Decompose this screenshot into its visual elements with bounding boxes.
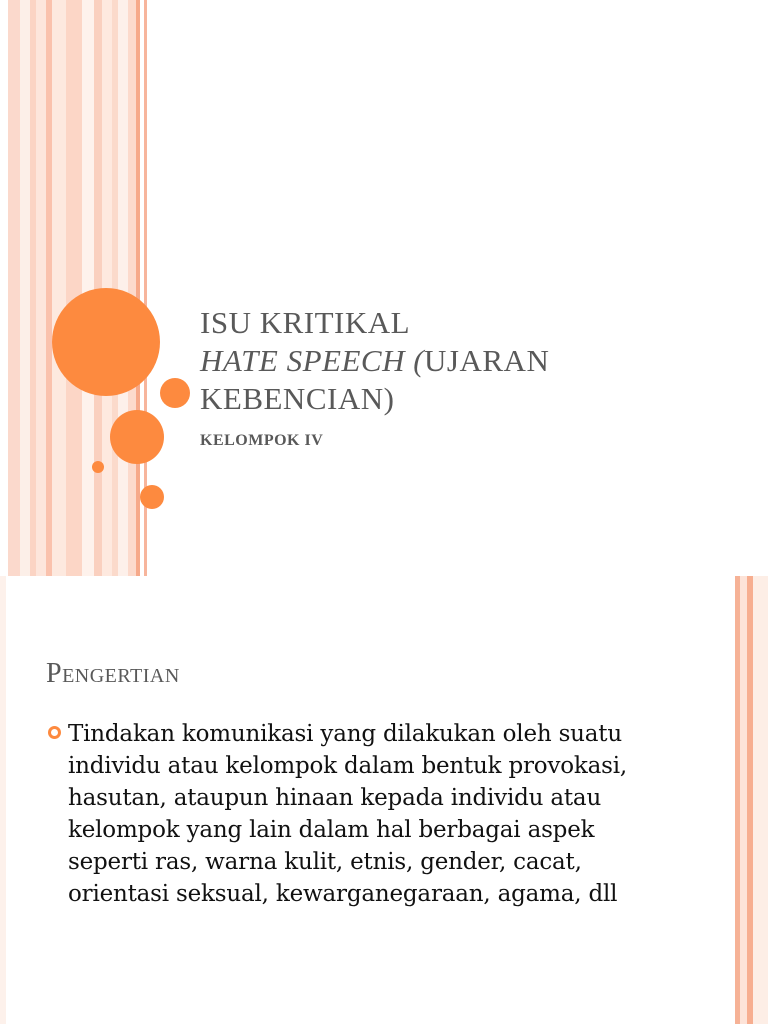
decorative-stripe bbox=[118, 0, 128, 576]
bullet-circle-icon bbox=[48, 726, 61, 739]
bullet-line: individu atau kelompok dalam bentuk provokasi, bbox=[68, 753, 628, 779]
decorative-circle-small bbox=[140, 485, 164, 509]
decorative-circle-large bbox=[52, 288, 160, 396]
bullet-text bbox=[68, 718, 686, 910]
decorative-stripe bbox=[8, 0, 20, 576]
title-line-1: ISU KRITIKAL bbox=[200, 305, 411, 340]
title-block bbox=[200, 304, 740, 450]
decorative-stripe bbox=[82, 0, 94, 576]
decorative-circle-small bbox=[160, 378, 190, 408]
decorative-stripe bbox=[740, 576, 747, 1024]
bullet-line: hasutan, ataupun hinaan kepada individu atau bbox=[68, 785, 602, 811]
decorative-stripe bbox=[20, 0, 30, 576]
decorative-circle-tiny bbox=[92, 461, 104, 473]
title-line-3: KEBENCIAN) bbox=[200, 381, 395, 416]
decorative-stripe bbox=[52, 0, 66, 576]
decorative-stripe bbox=[0, 576, 6, 1024]
decorative-stripe bbox=[128, 0, 136, 576]
bullet-item bbox=[46, 718, 686, 910]
bullet-line: seperti ras, warna kulit, etnis, gender, cacat, bbox=[68, 849, 582, 875]
title-normal-part: UJARAN bbox=[424, 343, 550, 378]
slide-heading: Pengertian bbox=[46, 658, 180, 689]
slide-title bbox=[200, 304, 740, 418]
bullet-line: kelompok yang lain dalam hal berbagai aspek bbox=[68, 817, 595, 843]
decorative-stripe bbox=[36, 0, 46, 576]
decorative-stripe bbox=[66, 0, 82, 576]
slide-subtitle: KELOMPOK IV bbox=[200, 432, 324, 449]
title-line-2 bbox=[200, 342, 740, 380]
bullet-line: orientasi seksual, kewarganegaraan, agama, dll bbox=[68, 881, 618, 907]
title-italic-part: HATE SPEECH ( bbox=[200, 343, 425, 378]
definition-slide bbox=[0, 576, 768, 1024]
decorative-stripe bbox=[753, 576, 768, 1024]
decorative-circle-medium bbox=[110, 410, 164, 464]
decorative-stripe bbox=[136, 0, 140, 576]
bullet-line: Tindakan komunikasi yang dilakukan oleh suatu bbox=[68, 721, 622, 747]
